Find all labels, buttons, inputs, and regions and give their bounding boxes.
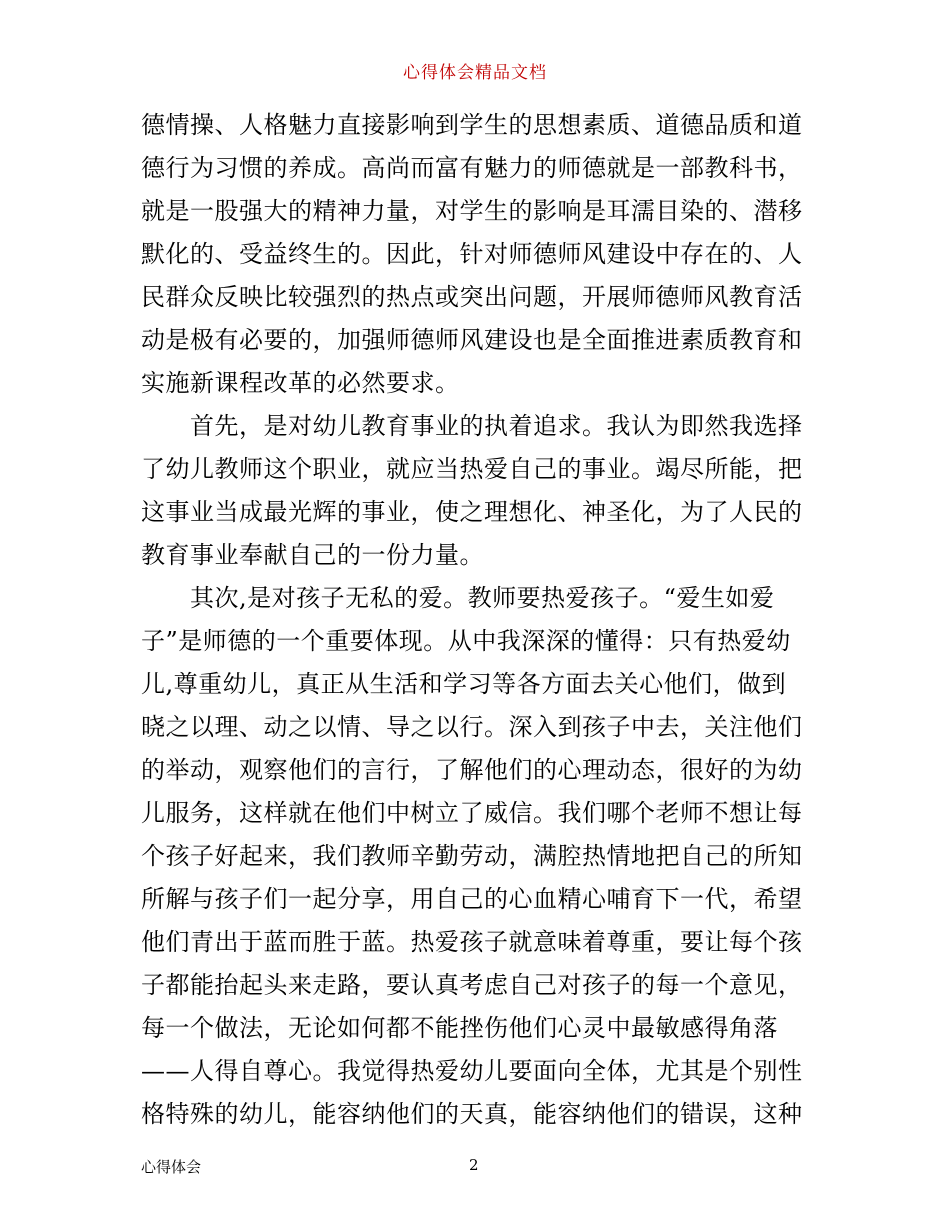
text-line: 默化的、受益终生的。因此，针对师德师风建设中存在的、人 — [141, 240, 803, 268]
footer-label: 心得体会 — [141, 1158, 202, 1176]
text-line: 这事业当成最光辉的事业，使之理想化、神圣化，为了人民的 — [141, 498, 803, 526]
text-line: 格特殊的幼儿，能容纳他们的天真，能容纳他们的错误，这种 — [141, 1100, 803, 1128]
text-line: 个孩子好起来，我们教师辛勤劳动，满腔热情地把自己的所知 — [141, 842, 803, 870]
text-line: 德情操、人格魅力直接影响到学生的思想素质、道德品质和道 — [141, 111, 803, 139]
text-line: 他们青出于蓝而胜于蓝。热爱孩子就意味着尊重，要让每个孩 — [141, 928, 803, 956]
text-line: 就是一股强大的精神力量，对学生的影响是耳濡目染的、潜移 — [141, 197, 803, 225]
text-line: 所解与孩子们一起分享，用自己的心血精心哺育下一代，希望 — [141, 885, 803, 913]
text-line: 其次,是对孩子无私的爱。教师要热爱孩子。“爱生如爱 — [141, 584, 775, 612]
document-body — [141, 104, 816, 1136]
text-line: 的举动，观察他们的言行，了解他们的心理动态，很好的为幼 — [141, 756, 803, 784]
page-number: 2 — [469, 1156, 479, 1174]
text-line: 民群众反映比较强烈的热点或突出问题，开展师德师风教育活 — [141, 283, 803, 311]
text-line: 了幼儿教师这个职业，就应当热爱自己的事业。竭尽所能，把 — [141, 455, 803, 483]
text-line: 教育事业奉献自己的一份力量。 — [141, 541, 484, 569]
text-line: 子”是师德的一个重要体现。从中我深深的懂得：只有热爱幼 — [141, 627, 791, 655]
text-line: 儿服务，这样就在他们中树立了威信。我们哪个老师不想让每 — [141, 799, 803, 827]
text-line: 儿,尊重幼儿，真正从生活和学习等各方面去关心他们，做到 — [141, 670, 787, 698]
text-line: 首先，是对幼儿教育事业的执着追求。我认为即然我选择 — [141, 412, 803, 440]
text-line: 每一个做法，无论如何都不能挫伤他们心灵中最敏感得角落 — [141, 1014, 778, 1042]
text-line: 实施新课程改革的必然要求。 — [141, 369, 460, 397]
text-line: 动是极有必要的，加强师德师风建设也是全面推进素质教育和 — [141, 326, 803, 354]
text-line: ——人得自尊心。我觉得热爱幼儿要面向全体，尤其是个别性 — [141, 1057, 803, 1085]
text-line: 晓之以理、动之以情、导之以行。深入到孩子中去，关注他们 — [141, 713, 803, 741]
text-line: 子都能抬起头来走路，要认真考虑自己对孩子的每一个意见， — [141, 971, 803, 999]
document-header-title: 心得体会精品文档 — [403, 63, 547, 83]
text-line: 德行为习惯的养成。高尚而富有魅力的师德就是一部教科书， — [141, 154, 803, 182]
